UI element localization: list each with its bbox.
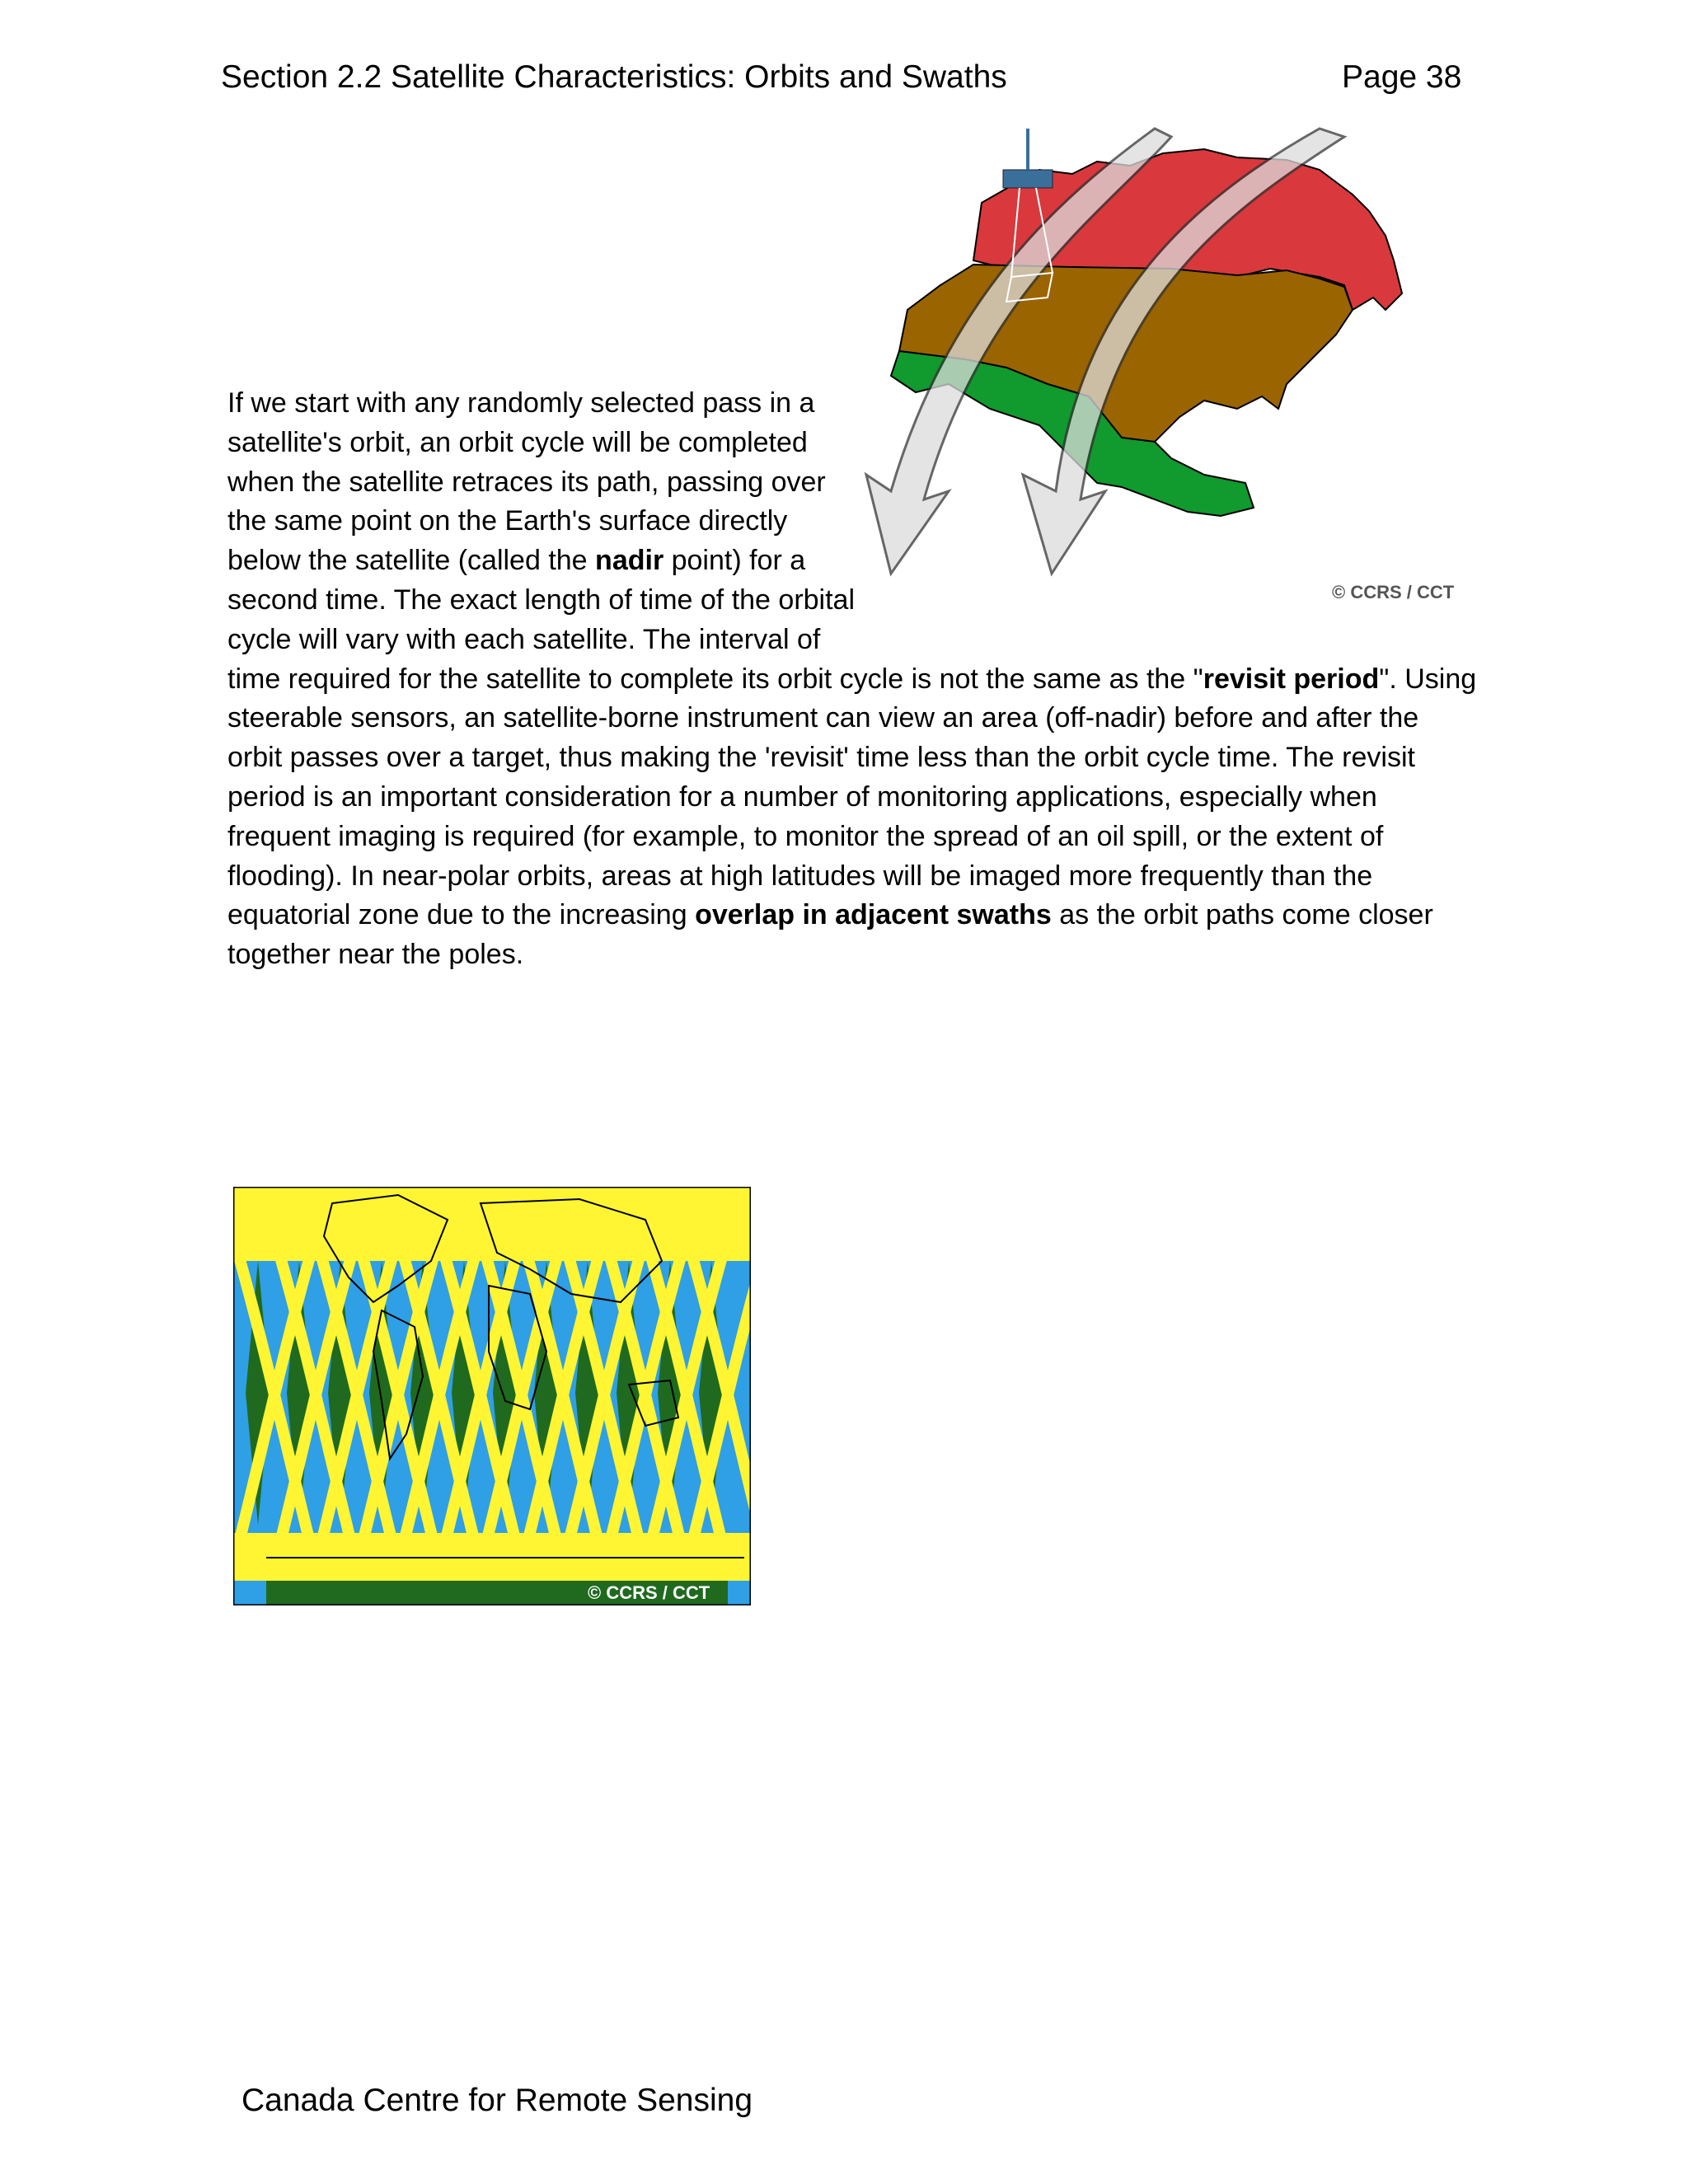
- body-paragraph: [227, 384, 1480, 975]
- figure1-credit: © CCRS / CCT: [1332, 582, 1455, 602]
- revisit-period-term: revisit period: [1203, 663, 1380, 695]
- paragraph-text-4: as the orbit paths come closer together near the poles.: [227, 899, 1433, 971]
- north-america-swath-illustration: [858, 112, 1472, 623]
- nadir-term: nadir: [595, 545, 664, 577]
- global-swath-coverage-map: [233, 1187, 751, 1605]
- paragraph-text-3: ". Using steerable sensors, an satellite-borne instrument can view an area (off-nadir) before and after the orbit passes over a target, thus making the 'revisit' time less than the orbit cycle time. The revisit period is an important consideration for a number of monitoring applications, especially when frequent imaging is required (for example, to monitor the spread of an oil spill, or the extent of flooding). In near-polar orbits, areas at high latitudes will be imaged more frequently than the equatorial zone due to the increasing: [227, 663, 1477, 931]
- page-number: Page 38: [1342, 59, 1462, 95]
- overlap-swaths-term: overlap in adjacent swaths: [695, 899, 1052, 931]
- paragraph-text-1: If we start with any randomly selected pass in a satellite's orbit, an orbit cycle will be completed when the satellite retraces its path, passing over the same point on the Earth's surface directly below the satellite (called the: [227, 387, 826, 577]
- page-title: Section 2.2 Satellite Characteristics: Orbits and Swaths: [221, 59, 1007, 95]
- paragraph-text-2: point) for a second time. The exact length of time of the orbital cycle will vary with each satellite. The interval of time required for the satellite to complete its orbit cycle is not the same as the ": [227, 545, 1203, 695]
- orbit-swath-figure: [874, 252, 1489, 656]
- figure2-credit: © CCRS / CCT: [588, 1582, 710, 1603]
- world-swath-map-illustration: [233, 1187, 751, 1605]
- footer-organization: Canada Centre for Remote Sensing: [241, 2083, 753, 2118]
